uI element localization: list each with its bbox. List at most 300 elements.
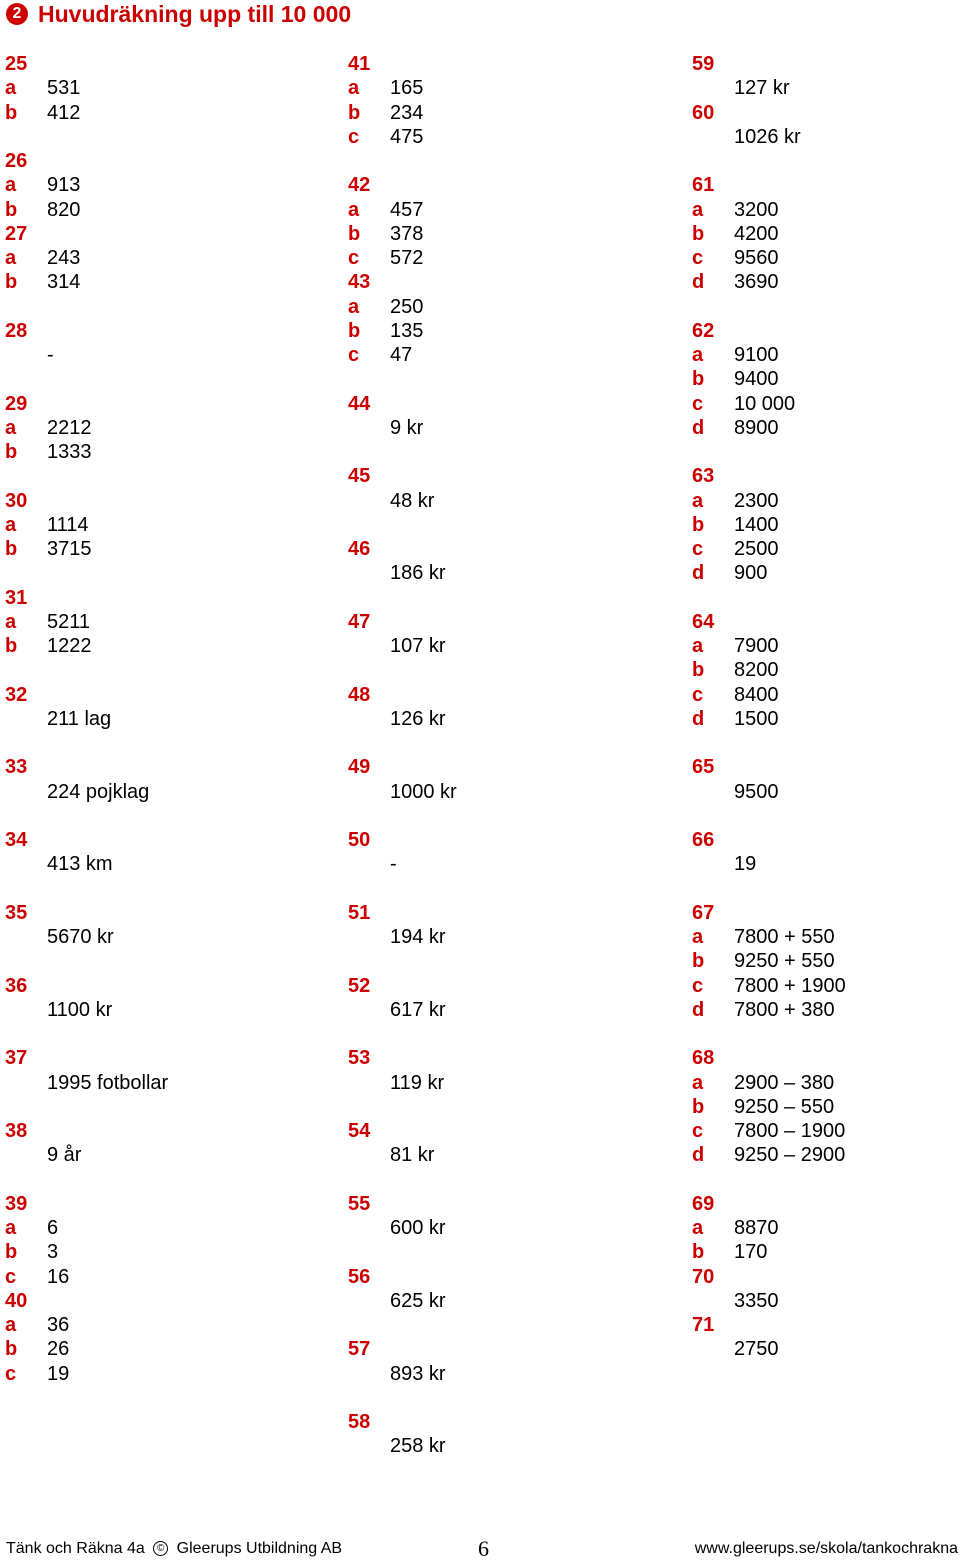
- answer-line: [5, 1216, 335, 1240]
- subtask-letter: a: [348, 198, 360, 221]
- answer-value: 625 kr: [390, 1289, 446, 1312]
- answer-line: [348, 222, 678, 246]
- exercise-number-label: 37: [5, 1047, 28, 1070]
- exercise-number: [348, 173, 678, 197]
- answer-value: 9 kr: [390, 416, 424, 439]
- exercise-number: [5, 392, 335, 416]
- subtask-letter: b: [692, 1095, 705, 1118]
- answer-value: 250: [390, 295, 424, 318]
- exercise-number: [692, 101, 960, 125]
- spacer: [348, 586, 678, 610]
- answer-value: 258 kr: [390, 1435, 446, 1458]
- answer-line: [692, 949, 960, 973]
- exercise-number-label: 67: [692, 901, 715, 924]
- answer-line: [348, 101, 678, 125]
- subtask-letter: c: [5, 1265, 17, 1288]
- subtask-letter: [348, 1143, 390, 1167]
- subtask-letter: c: [692, 392, 704, 415]
- subtask-letter: a: [348, 77, 360, 100]
- answer-value: 9400: [734, 368, 779, 391]
- answer-line: [692, 1143, 960, 1167]
- exercise-number: [348, 755, 678, 779]
- publisher-name: Gleerups Utbildning AB: [176, 1540, 343, 1557]
- exercise-number-label: 64: [692, 610, 715, 633]
- exercise-number: [5, 586, 335, 610]
- answer-line: [692, 246, 960, 270]
- page-footer: [6, 1535, 960, 1563]
- answer-column-1: [5, 52, 335, 1386]
- answer-line: [5, 610, 335, 634]
- answer-line: [348, 1362, 678, 1386]
- answer-value: 1222: [47, 635, 92, 657]
- answer-line: [5, 634, 335, 658]
- subtask-letter: b: [348, 222, 361, 245]
- spacer: [5, 561, 335, 585]
- exercise-number-label: 53: [348, 1047, 371, 1070]
- exercise-number: [348, 1410, 678, 1434]
- exercise-number: [348, 901, 678, 925]
- answer-value: 234: [390, 101, 424, 124]
- exercise-number: [5, 222, 335, 246]
- answer-line: [692, 1216, 960, 1240]
- answer-line: [348, 319, 678, 343]
- subtask-letter: c: [348, 344, 360, 366]
- answer-line: [692, 343, 960, 367]
- exercise-number-label: 63: [692, 465, 715, 488]
- spacer: [692, 731, 960, 755]
- answer-line: [5, 1240, 335, 1264]
- answer-value: 5211: [47, 610, 91, 633]
- exercise-number: [348, 52, 678, 76]
- answer-value: 1333: [47, 441, 92, 463]
- answer-line: [5, 1143, 335, 1167]
- answer-value: 9500: [734, 780, 779, 803]
- answer-value: 314: [47, 271, 81, 294]
- subtask-letter: b: [5, 1241, 18, 1264]
- answer-line: [348, 76, 678, 100]
- answer-line: [348, 1289, 678, 1313]
- answer-value: 19: [47, 1362, 70, 1385]
- answer-line: [348, 295, 678, 319]
- answer-value: 2212: [47, 416, 92, 439]
- exercise-number: [5, 828, 335, 852]
- exercise-number-label: 71: [692, 1314, 715, 1336]
- subtask-letter: b: [692, 1241, 705, 1264]
- answer-line: [692, 974, 960, 998]
- answer-line: [348, 125, 678, 149]
- exercise-number-label: 62: [692, 319, 715, 342]
- subtask-letter: d: [692, 1144, 705, 1167]
- answer-value: 3690: [734, 271, 779, 294]
- subtask-letter: d: [692, 707, 705, 730]
- answer-line: [692, 925, 960, 949]
- exercise-number: [5, 149, 335, 173]
- answer-value: 3715: [47, 538, 92, 560]
- answer-line: [692, 198, 960, 222]
- answer-line: [692, 489, 960, 513]
- answer-value: 10 000: [734, 392, 796, 415]
- subtask-letter: a: [692, 1217, 704, 1239]
- answer-line: [692, 270, 960, 294]
- subtask-letter: a: [692, 635, 704, 657]
- exercise-number-label: 42: [348, 174, 371, 197]
- subtask-letter: [692, 1337, 734, 1361]
- answer-value: 8900: [734, 416, 779, 439]
- subtask-letter: [348, 707, 390, 731]
- exercise-number: [348, 1192, 678, 1216]
- answer-value: 412: [47, 101, 81, 124]
- answer-line: [5, 780, 335, 804]
- exercise-number: [348, 1265, 678, 1289]
- subtask-letter: [692, 1289, 734, 1313]
- subtask-letter: c: [348, 125, 360, 148]
- exercise-number-label: 65: [692, 756, 715, 779]
- spacer: [348, 1240, 678, 1264]
- exercise-number-label: 47: [348, 610, 371, 633]
- answer-line: [692, 125, 960, 149]
- page-number: 6: [478, 1536, 489, 1561]
- answer-value: 2900 – 380: [734, 1071, 835, 1094]
- subtask-letter: d: [692, 998, 705, 1021]
- answer-line: [692, 1071, 960, 1095]
- exercise-number-label: 61: [692, 174, 715, 197]
- spacer: [692, 440, 960, 464]
- answer-value: 224 pojklag: [47, 780, 150, 803]
- answer-value: 820: [47, 198, 81, 221]
- answer-value: 9250 – 2900: [734, 1144, 846, 1167]
- exercise-number-label: 40: [5, 1289, 28, 1312]
- exercise-number: [348, 464, 678, 488]
- answer-value: 413 km: [47, 853, 113, 876]
- footer-credit: [6, 1540, 342, 1558]
- subtask-letter: c: [692, 247, 704, 269]
- subtask-letter: c: [692, 538, 704, 560]
- answer-value: 572: [390, 247, 424, 269]
- exercise-number: [348, 270, 678, 294]
- exercise-number: [348, 392, 678, 416]
- spacer: [692, 295, 960, 319]
- subtask-letter: [348, 1071, 390, 1095]
- exercise-number: [692, 319, 960, 343]
- exercise-number-label: 28: [5, 319, 28, 342]
- subtask-letter: [348, 1216, 390, 1240]
- exercise-number-label: 25: [5, 53, 28, 75]
- answer-value: 7800 + 550: [734, 926, 835, 948]
- answer-value: 243: [47, 247, 81, 269]
- spacer: [348, 731, 678, 755]
- subtask-letter: a: [692, 198, 704, 221]
- exercise-number: [348, 828, 678, 852]
- answer-value: 26: [47, 1338, 70, 1361]
- spacer: [5, 1168, 335, 1192]
- answer-value: 7800 + 1900: [734, 974, 846, 997]
- subtask-letter: a: [692, 926, 704, 948]
- answer-value: 119 kr: [390, 1071, 445, 1094]
- answer-value: 3200: [734, 198, 779, 221]
- answer-line: [5, 416, 335, 440]
- subtask-letter: b: [5, 271, 18, 294]
- exercise-number: [348, 1119, 678, 1143]
- spacer: [692, 1022, 960, 1046]
- subtask-letter: c: [692, 1120, 704, 1142]
- exercise-number: [692, 828, 960, 852]
- answer-value: 475: [390, 125, 424, 148]
- exercise-number: [348, 610, 678, 634]
- answer-line: [692, 852, 960, 876]
- exercise-number-label: 43: [348, 271, 371, 294]
- answer-line: [692, 998, 960, 1022]
- answer-line: [5, 101, 335, 125]
- exercise-number: [348, 974, 678, 998]
- subtask-letter: b: [5, 635, 18, 657]
- subtask-letter: b: [5, 101, 18, 124]
- spacer: [348, 367, 678, 391]
- subtask-letter: [692, 76, 734, 100]
- subtask-letter: [692, 780, 734, 804]
- exercise-number-label: 35: [5, 901, 28, 924]
- spacer: [5, 295, 335, 319]
- spacer: [348, 1386, 678, 1410]
- answer-value: 900: [734, 562, 768, 585]
- answer-value: 126 kr: [390, 707, 446, 730]
- exercise-number: [692, 1265, 960, 1289]
- subtask-letter: [348, 489, 390, 513]
- answer-value: 9100: [734, 344, 779, 366]
- answer-line: [692, 76, 960, 100]
- spacer: [348, 949, 678, 973]
- subtask-letter: [348, 634, 390, 658]
- subtask-letter: [348, 925, 390, 949]
- answer-value: 127 kr: [734, 77, 790, 100]
- exercise-number: [5, 1289, 335, 1313]
- exercise-number-label: 51: [348, 901, 371, 924]
- book-title: Tänk och Räkna 4a: [6, 1540, 145, 1557]
- spacer: [5, 731, 335, 755]
- answer-line: [5, 1362, 335, 1386]
- exercise-number-label: 66: [692, 829, 715, 851]
- answer-line: [692, 1337, 960, 1361]
- subtask-letter: b: [348, 101, 361, 124]
- subtask-letter: [5, 998, 47, 1022]
- answer-value: 6: [47, 1217, 59, 1239]
- exercise-number: [692, 901, 960, 925]
- subtask-letter: [348, 1434, 390, 1458]
- answer-line: [5, 76, 335, 100]
- exercise-number-label: 29: [5, 392, 28, 415]
- answer-line: [5, 440, 335, 464]
- answer-value: 16: [47, 1265, 70, 1288]
- answer-value: 36: [47, 1314, 70, 1336]
- answer-line: [5, 343, 335, 367]
- subtask-letter: b: [5, 538, 18, 560]
- answer-line: [692, 537, 960, 561]
- spacer: [5, 125, 335, 149]
- answer-line: [348, 1071, 678, 1095]
- answer-value: 194 kr: [390, 926, 446, 948]
- answer-line: [348, 634, 678, 658]
- exercise-number-label: 60: [692, 101, 715, 124]
- exercise-number: [5, 1119, 335, 1143]
- answer-line: [692, 367, 960, 391]
- spacer: [348, 149, 678, 173]
- exercise-number: [5, 489, 335, 513]
- answer-value: 3: [47, 1241, 59, 1264]
- answer-column-3: [692, 52, 960, 1362]
- exercise-number: [5, 1046, 335, 1070]
- spacer: [348, 1095, 678, 1119]
- answer-value: 47: [390, 344, 413, 366]
- exercise-number: [348, 1046, 678, 1070]
- answer-value: 617 kr: [390, 998, 446, 1021]
- spacer: [348, 513, 678, 537]
- answer-value: 2750: [734, 1338, 779, 1361]
- subtask-letter: b: [5, 198, 18, 221]
- answer-line: [692, 1240, 960, 1264]
- subtask-letter: c: [692, 683, 704, 706]
- answer-value: 211 lag: [47, 707, 112, 730]
- exercise-number-label: 36: [5, 974, 28, 997]
- answer-line: [692, 392, 960, 416]
- answer-line: [692, 634, 960, 658]
- answer-value: 8200: [734, 659, 779, 682]
- footer-url: www.gleerups.se/skola/tankochrakna: [694, 1540, 958, 1557]
- exercise-number-label: 49: [348, 756, 371, 779]
- exercise-number-label: 48: [348, 683, 371, 706]
- spacer: [5, 877, 335, 901]
- subtask-letter: b: [692, 659, 705, 682]
- subtask-letter: [5, 1071, 47, 1095]
- subtask-letter: c: [5, 1362, 17, 1385]
- exercise-number-label: 59: [692, 53, 715, 75]
- subtask-letter: b: [692, 950, 705, 973]
- answer-line: [692, 561, 960, 585]
- spacer: [348, 1022, 678, 1046]
- exercise-number-label: 54: [348, 1120, 371, 1142]
- subtask-letter: a: [5, 416, 17, 439]
- answer-value: 8400: [734, 683, 779, 706]
- answer-line: [348, 246, 678, 270]
- subtask-letter: b: [5, 1338, 18, 1361]
- answer-line: [5, 1337, 335, 1361]
- subtask-letter: b: [692, 222, 705, 245]
- exercise-number-label: 70: [692, 1265, 715, 1288]
- answer-line: [348, 707, 678, 731]
- spacer: [348, 804, 678, 828]
- exercise-number: [5, 974, 335, 998]
- subtask-letter: a: [692, 489, 704, 512]
- answer-value: 1995 fotbollar: [47, 1071, 169, 1094]
- exercise-number-label: 52: [348, 974, 371, 997]
- subtask-letter: [348, 1362, 390, 1386]
- spacer: [5, 367, 335, 391]
- answer-column-2: [348, 52, 678, 1459]
- answer-line: [5, 707, 335, 731]
- spacer: [692, 1168, 960, 1192]
- exercise-number-label: 57: [348, 1338, 371, 1361]
- answer-value: 7800 + 380: [734, 998, 835, 1021]
- spacer: [348, 877, 678, 901]
- answer-value: 600 kr: [390, 1217, 446, 1239]
- exercise-number-label: 55: [348, 1192, 371, 1215]
- answer-line: [348, 489, 678, 513]
- subtask-letter: [348, 780, 390, 804]
- answer-value: 1000 kr: [390, 780, 457, 803]
- exercise-number-label: 68: [692, 1047, 715, 1070]
- answer-line: [692, 780, 960, 804]
- answer-value: 135: [390, 319, 424, 342]
- exercise-number-label: 30: [5, 489, 28, 512]
- subtask-letter: a: [5, 610, 17, 633]
- subtask-letter: d: [692, 416, 705, 439]
- answer-line: [5, 173, 335, 197]
- spacer: [5, 658, 335, 682]
- exercise-number: [348, 683, 678, 707]
- answer-line: [692, 1095, 960, 1119]
- answer-value: 913: [47, 174, 81, 197]
- subtask-letter: a: [5, 1217, 17, 1239]
- answer-value: 457: [390, 198, 424, 221]
- answer-line: [692, 1289, 960, 1313]
- spacer: [348, 658, 678, 682]
- exercise-number: [5, 1192, 335, 1216]
- answer-value: 19: [734, 853, 757, 876]
- spacer: [692, 877, 960, 901]
- answer-value: 107 kr: [390, 635, 446, 657]
- answer-line: [348, 780, 678, 804]
- exercise-number-label: 39: [5, 1192, 28, 1215]
- exercise-number-label: 31: [5, 586, 28, 609]
- spacer: [348, 1168, 678, 1192]
- exercise-number-label: 34: [5, 829, 28, 851]
- answer-value: 1400: [734, 513, 779, 536]
- answer-value: 893 kr: [390, 1362, 446, 1385]
- answer-value: 531: [47, 77, 81, 100]
- exercise-number-label: 56: [348, 1265, 371, 1288]
- answer-line: [348, 416, 678, 440]
- answer-line: [5, 270, 335, 294]
- subtask-letter: a: [692, 1071, 704, 1094]
- answer-value: 1026 kr: [734, 125, 801, 148]
- subtask-letter: a: [5, 247, 17, 269]
- subtask-letter: a: [692, 344, 704, 366]
- answer-line: [348, 998, 678, 1022]
- answer-line: [5, 537, 335, 561]
- answer-line: [348, 1434, 678, 1458]
- copyright-icon: ©: [153, 1541, 168, 1556]
- exercise-number-label: 58: [348, 1411, 371, 1433]
- exercise-number: [692, 173, 960, 197]
- answer-value: 186 kr: [390, 562, 446, 585]
- answer-value: 165: [390, 77, 424, 100]
- exercise-number-label: 44: [348, 392, 371, 415]
- answer-line: [348, 343, 678, 367]
- section-number-badge: 2: [6, 3, 28, 25]
- subtask-letter: [5, 780, 47, 804]
- exercise-number-label: 26: [5, 150, 28, 172]
- exercise-number: [5, 52, 335, 76]
- answer-value: 9250 + 550: [734, 950, 835, 973]
- subtask-letter: a: [5, 174, 17, 197]
- answer-value: 9560: [734, 247, 779, 269]
- subtask-letter: a: [5, 77, 17, 100]
- exercise-number-label: 32: [5, 683, 28, 706]
- answer-line: [348, 561, 678, 585]
- exercise-number: [692, 1313, 960, 1337]
- answer-line: [692, 1119, 960, 1143]
- answer-value: 2300: [734, 489, 779, 512]
- exercise-number-label: 50: [348, 829, 371, 851]
- answer-line: [348, 852, 678, 876]
